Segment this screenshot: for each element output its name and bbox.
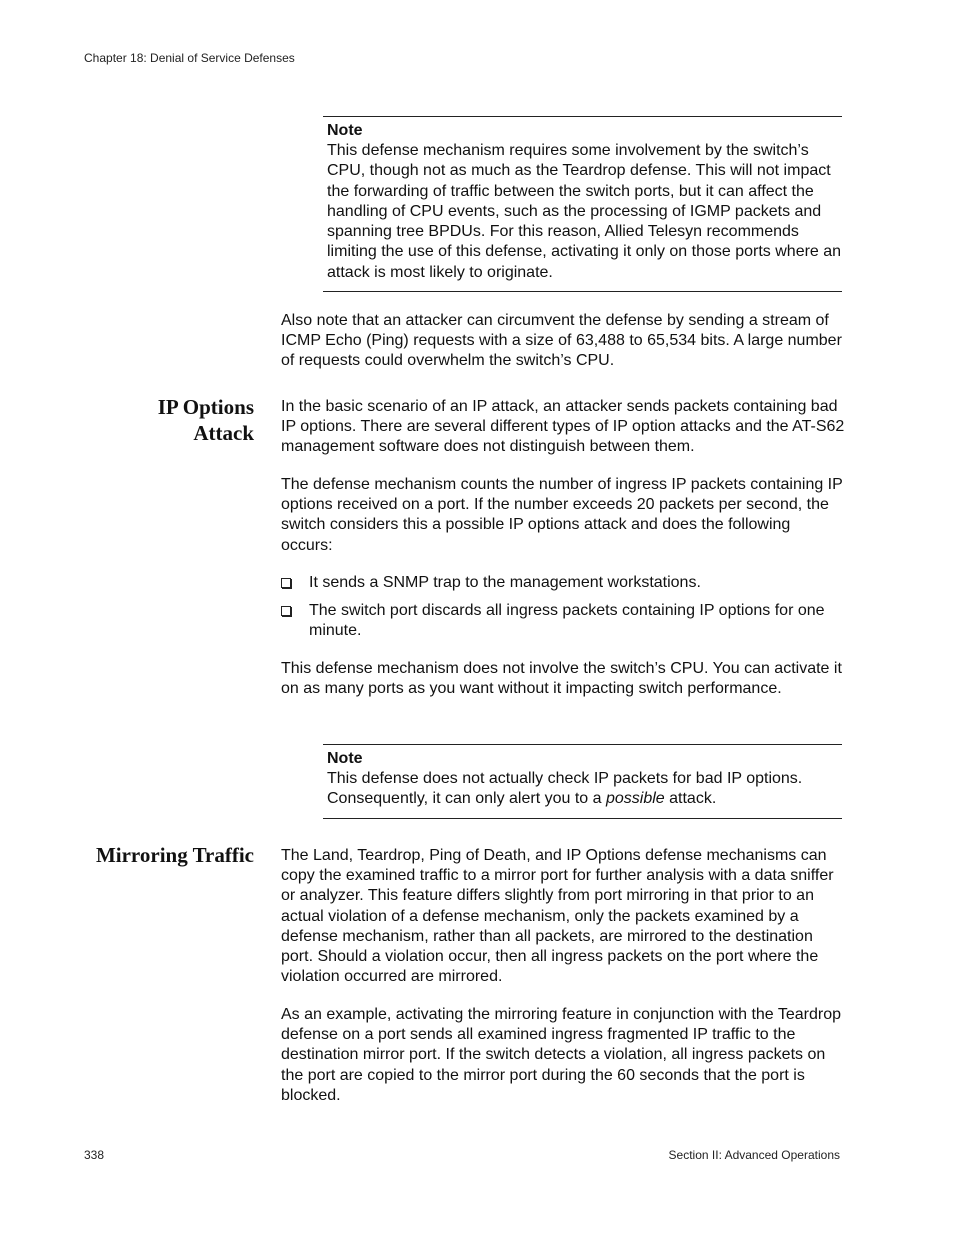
note-title: Note: [327, 122, 363, 139]
note-body: [327, 769, 842, 810]
note-text: attack.: [664, 790, 717, 808]
list-item: [281, 573, 846, 593]
checkbox-bullet-icon: [281, 578, 291, 588]
heading-line: Attack: [193, 421, 254, 445]
paragraph-ip-attack-scenario: In the basic scenario of an IP attack, an attacker sends packets containing bad IP options. There are several different types of IP option attacks and the AT-S62 management software does not distinguish between them.: [281, 398, 845, 456]
paragraph-no-cpu: This defense mechanism does not involve the switch’s CPU. You can activate it on as many ports as you want without it impacting switch performance.: [281, 660, 842, 698]
checkbox-bullet-icon: [281, 606, 291, 616]
note-body: This defense mechanism requires some involvement by the switch’s CPU, though not as much as the Teardrop defense. This will not impact the forwarding of traffic between the switch ports, but it can affect the handling of CPU events, such as the processing of IGMP packets and spanning tree BPDUs. For this reason, Allied Telesyn recommends limiting the use of this defense, activating it only on those ports where an attack is most likely to originate.: [327, 142, 842, 281]
section-heading-ip-options-attack: [158, 394, 254, 446]
heading-line: IP Options: [157, 395, 254, 419]
list-item-text: The switch port discards all ingress packets containing IP options for one minute.: [309, 602, 825, 640]
paragraph-mirroring-overview: The Land, Teardrop, Ping of Death, and IP Options defense mechanisms can copy the examined traffic to a mirror port for further analysis with a data sniffer or analyzer. This feature differs slightly from port mirroring in that prior to an actual violation of a defense mechanism, only the packets examined by a defense mechanism, rather than all packets, are mirrored to the destination port. Should a violation occur, then all ingress packets on the port where the violation occurred are mirrored.: [281, 847, 834, 986]
list-item-text: It sends a SNMP trap to the management workstations.: [309, 574, 701, 591]
running-header: Chapter 18: Denial of Service Defenses: [84, 51, 295, 65]
section-heading-mirroring-traffic: Mirroring Traffic: [95, 843, 254, 867]
paragraph-defense-mechanism: The defense mechanism counts the number of ingress IP packets containing IP options received on a port. If the number exceeds 20 packets per second, the switch considers this a possible IP options attack and does the following occurs:: [281, 476, 843, 554]
note-title: Note: [327, 750, 363, 767]
note-text: This defense does not actually check IP packets for bad IP options. Consequently, it can only alert you to a: [327, 770, 803, 808]
running-footer-section: Section II: Advanced Operations: [668, 1148, 840, 1162]
page-number: 338: [84, 1148, 105, 1162]
list-item: [281, 601, 846, 641]
paragraph-mirroring-example: As an example, activating the mirroring feature in conjunction with the Teardrop defense on a port sends all examined ingress fragmented IP traffic to the destination mirror port. If the switch detects a violation, all ingress packets on the port are copied to the mirror port during the 60 seconds that the port is blocked.: [281, 1006, 842, 1104]
emphasis-text: possible: [605, 790, 665, 808]
note-box-cpu: [323, 116, 842, 292]
note-box-possible-attack: [323, 744, 842, 819]
paragraph-ping-size: Also note that an attacker can circumvent the defense by sending a stream of ICMP Echo (Ping) requests with a size of 63,488 to 65,534 bits. A large number of requests could overwhelm the switch’s CPU.: [281, 312, 842, 370]
